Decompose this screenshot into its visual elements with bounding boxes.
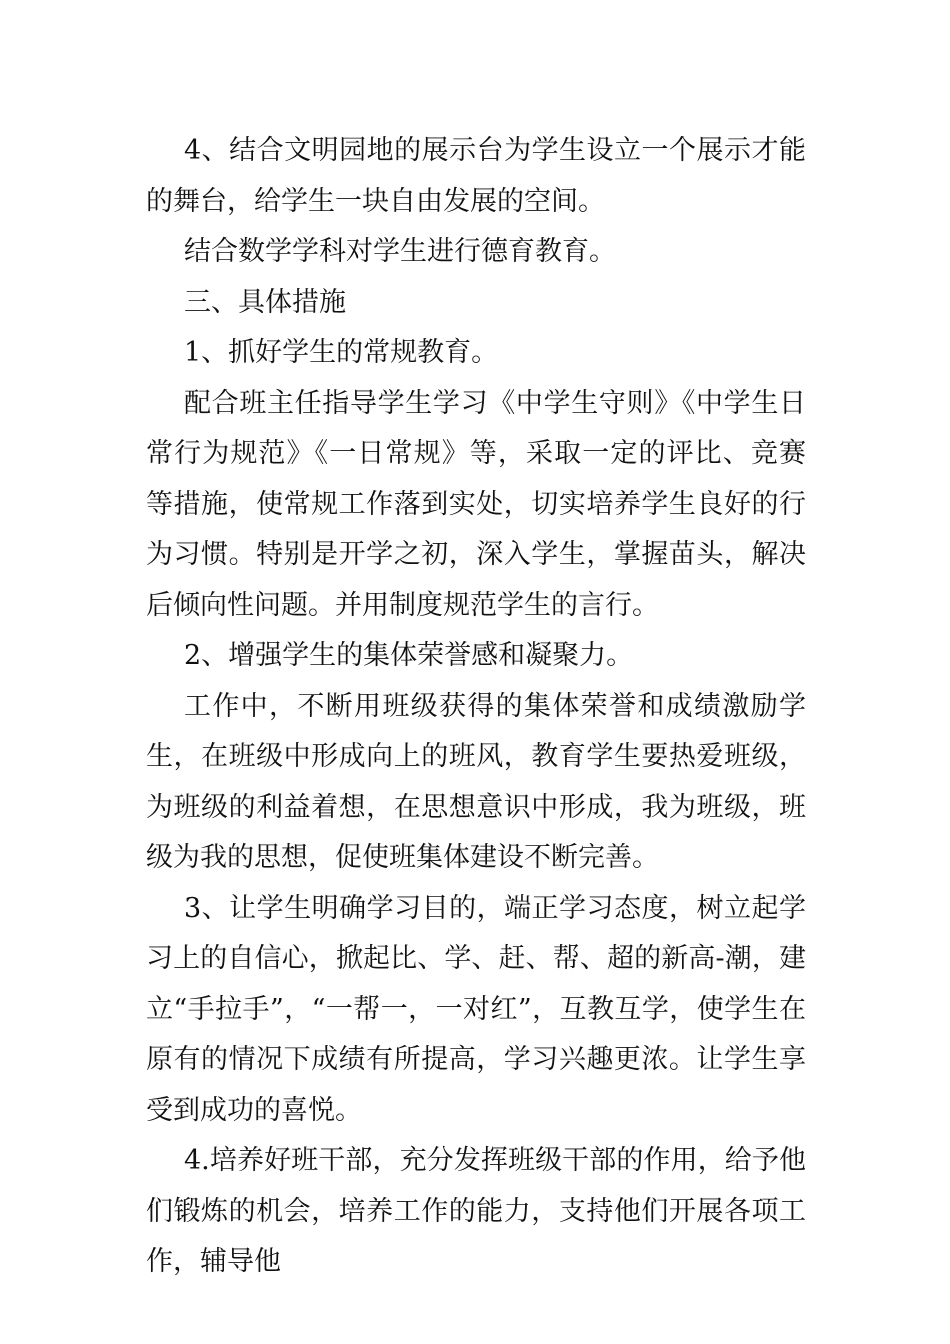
paragraph-class-cadres: 4.培养好班干部，充分发挥班级干部的作用，给予他们锻炼的机会，培养工作的能力，支持他们开展各项工作，辅导他 <box>146 1145 806 1277</box>
subheading-routine-education: 1、抓好学生的常规教育。 <box>184 337 499 368</box>
paragraph-routine-education: 配合班主任指导学生学习《中学生守则》《中学生日常行为规范》《一日常规》等，采取一定的评比、竞赛等措施，使常规工作落到实处，切实培养学生良好的行为习惯。特别是开学之初，深入学生，掌握苗头，解决后倾向性问题。并用制度规范学生的言行。 <box>146 387 806 621</box>
subheading-collective-honor: 2、增强学生的集体荣誉感和凝聚力。 <box>184 640 634 671</box>
section-heading-measures: 三、具体措施 <box>184 286 346 318</box>
document-body <box>146 126 806 1288</box>
paragraph-moral-education: 结合数学学科对学生进行德育教育。 <box>184 236 616 267</box>
paragraph-learning-goals: 3、让学生明确学习目的，端正学习态度，树立起学习上的自信心，掀起比、学、赶、帮、超的新高-潮，建立“手拉手”，“一帮一，一对红”，互教互学，使学生在原有的情况下成绩有所提高，学习兴趣更浓。让学生享受到成功的喜悦。 <box>146 892 806 1126</box>
paragraph-collective-honor: 工作中，不断用班级获得的集体荣誉和成绩激励学生，在班级中形成向上的班风，教育学生要热爱班级，为班级的利益着想，在思想意识中形成，我为班级，班级为我的思想，促使班集体建设不断完善。 <box>146 690 806 873</box>
paragraph-item-4-stage: 4、结合文明园地的展示台为学生设立一个展示才能的舞台，给学生一块自由发展的空间。 <box>146 135 806 217</box>
